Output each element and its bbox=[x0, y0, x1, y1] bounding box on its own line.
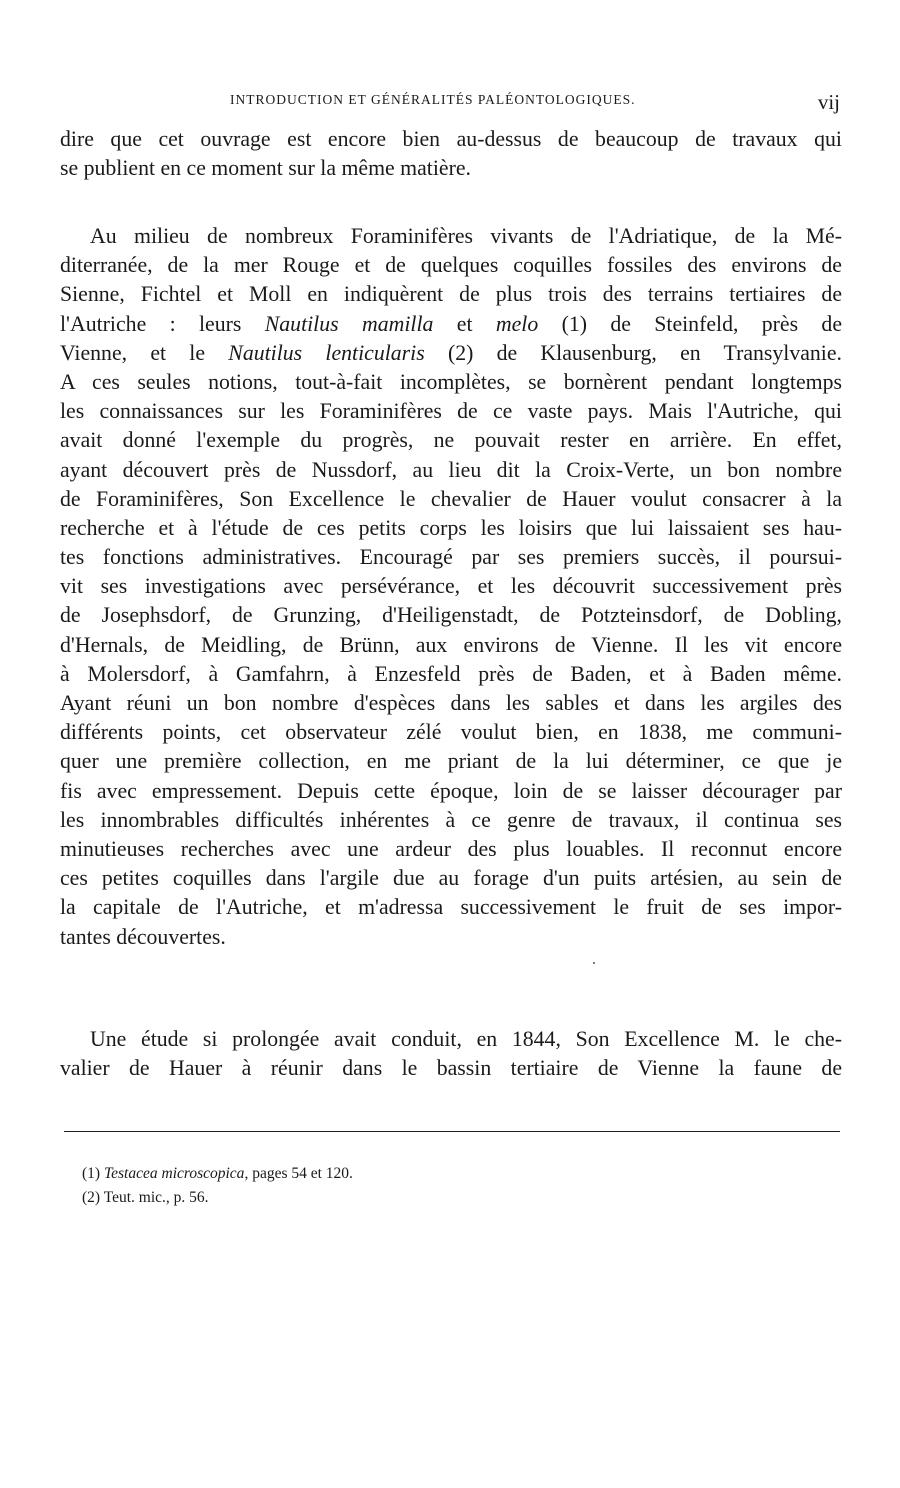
footnote-marker: (2) bbox=[82, 1189, 101, 1206]
footnote-text: , pages 54 et 120. bbox=[244, 1165, 353, 1182]
text-line: A ces seules notions, tout-à-fait incomplètes, se bornèrent pendant longtemps bbox=[60, 369, 842, 394]
text-line: diterranée, de la mer Rouge et de quelques coquilles fossiles des environs de bbox=[60, 253, 842, 278]
text-line: de Josephsdorf, de Grunzing, d'Heiligenstadt, de Potzteinsdorf, de Dobling, bbox=[60, 603, 842, 628]
page-number: vij bbox=[817, 90, 840, 114]
paragraph-2 bbox=[60, 222, 842, 952]
text-line: Vienne, et le Nautilus lenticularis (2) de Klausenburg, en Transylvanie. bbox=[60, 340, 842, 365]
text-line: valier de Hauer à réunir dans le bassin tertiaire de Vienne la faune de bbox=[60, 1056, 842, 1081]
text-line: à Molersdorf, à Gamfahrn, à Enzesfeld près de Baden, et à Baden même. bbox=[60, 661, 842, 686]
text-line: les innombrables difficultés inhérentes à ce genre de travaux, il continua ses bbox=[60, 807, 842, 832]
text-line: de Foraminifères, Son Excellence le chevalier de Hauer voulut consacrer à la bbox=[60, 486, 842, 511]
footnote-marker: (1) bbox=[82, 1165, 101, 1182]
text-line: Sienne, Fichtel et Moll en indiquèrent de plus trois des terrains tertiaires de bbox=[60, 282, 842, 307]
text-line: se publient en ce moment sur la même matière. bbox=[60, 156, 471, 181]
running-header bbox=[60, 90, 842, 114]
footnotes bbox=[82, 1162, 782, 1210]
text-line: l'Autriche : leurs Nautilus mamilla et melo (1) de Steinfeld, près de bbox=[60, 311, 843, 336]
footnote-2 bbox=[82, 1186, 782, 1210]
text-line: tes fonctions administratives. Encouragé par ses premiers succès, il poursui- bbox=[60, 545, 842, 570]
text-line: minutieuses recherches avec une ardeur des plus louables. Il reconnut encore bbox=[60, 836, 842, 861]
text-line: d'Hernals, de Meidling, de Brünn, aux environs de Vienne. Il les vit encore bbox=[60, 632, 842, 657]
text-line: les connaissances sur les Foraminifères de ce vaste pays. Mais l'Autriche, qui bbox=[60, 399, 842, 424]
text-line: ayant découvert près de Nussdorf, au lieu dit la Croix-Verte, un bon nombre bbox=[60, 457, 842, 482]
ink-speck bbox=[593, 962, 595, 964]
footnote-title: Testacea microscopica bbox=[103, 1165, 245, 1182]
text-line: quer une première collection, en me priant de la lui déterminer, ce que je bbox=[60, 749, 842, 774]
running-title: INTRODUCTION ET GÉNÉRALITÉS PALÉONTOLOGIQUES. bbox=[230, 92, 636, 107]
text-line: tantes découvertes. bbox=[60, 924, 226, 949]
text-line: vit ses investigations avec persévérance, et les découvrit successivement près bbox=[60, 574, 842, 599]
text-line: avait donné l'exemple du progrès, ne pouvait rester en arrière. En effet, bbox=[60, 428, 842, 453]
paragraph-3 bbox=[60, 1025, 842, 1083]
footnote-rule bbox=[64, 1131, 840, 1132]
text-line: dire que cet ouvrage est encore bien au-dessus de beaucoup de travaux qui bbox=[60, 127, 842, 151]
footnote-1 bbox=[82, 1162, 782, 1186]
paragraph-1 bbox=[60, 125, 842, 183]
text-line: recherche et à l'étude de ces petits corps les loisirs que lui laissaient ses hau- bbox=[60, 515, 842, 540]
text-line: différents points, cet observateur zélé voulut bien, en 1838, me communi- bbox=[60, 720, 842, 745]
footnote-text: Teut. mic., p. 56. bbox=[103, 1189, 209, 1206]
text-line: Au milieu de nombreux Foraminifères vivants de l'Adriatique, de la Mé- bbox=[90, 224, 842, 248]
text-line: fis avec empressement. Depuis cette époque, loin de se laisser décourager par bbox=[60, 778, 842, 803]
text-line: ces petites coquilles dans l'argile due au forage d'un puits artésien, au sein de bbox=[60, 866, 842, 891]
text-line: la capitale de l'Autriche, et m'adressa successivement le fruit de ses impor- bbox=[60, 895, 842, 920]
text-line: Ayant réuni un bon nombre d'espèces dans les sables et dans les argiles des bbox=[60, 691, 842, 715]
text-line: Une étude si prolongée avait conduit, en 1844, Son Excellence M. le che- bbox=[90, 1027, 842, 1051]
